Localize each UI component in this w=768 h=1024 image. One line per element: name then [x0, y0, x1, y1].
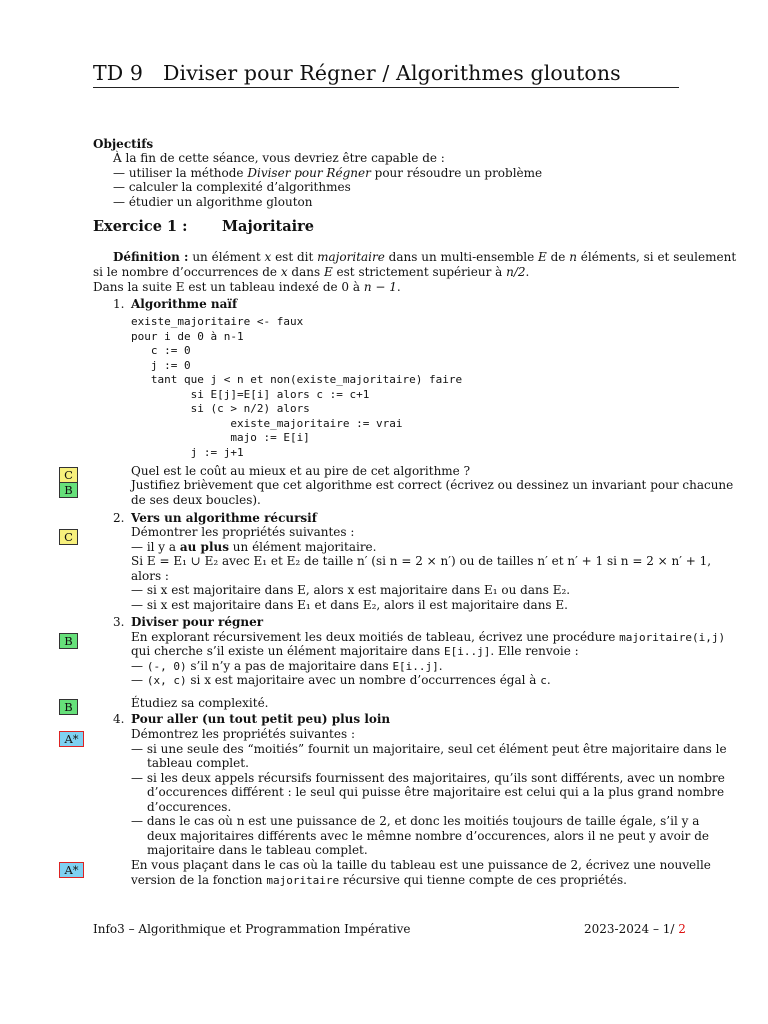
td-number: TD 9: [93, 61, 144, 85]
q1-code-line-3: c := 0: [131, 344, 191, 357]
objectif-item-3: — étudier un algorithme glouton: [113, 195, 313, 209]
q1-code-line-8: existe_majoritaire := vrai: [131, 417, 403, 430]
q3-number: 3.: [113, 615, 125, 629]
q2-property-2b: — si x est majoritaire dans E₁ et dans E₂, alors il est majoritaire dans E.: [131, 598, 568, 612]
q2-property-2-line-2: alors :: [131, 569, 169, 583]
page-title: [93, 60, 621, 86]
q4-final-1: En vous plaçant dans le cas où la taille du tableau est une puissance de 2, écrivez une nouvelle: [131, 858, 711, 872]
difficulty-badge-q4b: A*: [59, 862, 84, 878]
definition-line-1: Définition : un élément x est dit majoritaire dans un multi-ensemble E de n éléments, si et seulement: [113, 250, 737, 264]
q1-code-line-10: j := j+1: [131, 446, 244, 459]
q3-line-2: qui cherche s’il existe un élément majoritaire dans E[i..j]. Elle renvoie :: [131, 644, 579, 658]
q4-intro: Démontrez les propriétés suivantes :: [131, 727, 355, 741]
objectifs-intro: À la fin de cette séance, vous devriez être capable de :: [113, 151, 445, 165]
q1-question-justify-2: de ses deux boucles).: [131, 493, 261, 507]
q1-code-line-7: si (c > n/2) alors: [131, 402, 310, 415]
q3-return-2: — (x, c) si x est majoritaire avec un nombre d’occurrences égal à c.: [131, 673, 551, 687]
q4-prop-c-3: majoritaire dans le tableau complet.: [147, 843, 368, 857]
q4-final-2: version de la fonction majoritaire récursive qui tienne compte de ces propriétés.: [131, 873, 627, 887]
q1-question-cost: Quel est le coût au mieux et au pire de cet algorithme ?: [131, 464, 471, 478]
q4-number: 4.: [113, 712, 125, 726]
difficulty-badge-q4a: A*: [59, 731, 84, 747]
q2-property-1: — il y a au plus un élément majoritaire.: [131, 540, 377, 554]
difficulty-badge-q2: C: [59, 529, 78, 545]
q1-code-line-2: pour i de 0 à n-1: [131, 330, 244, 343]
q2-property-2a: — si x est majoritaire dans E, alors x est majoritaire dans E₁ ou dans E₂.: [131, 583, 571, 597]
q3-return-1: — (-, 0) s’il n’y a pas de majoritaire dans E[i..j].: [131, 659, 443, 673]
objectifs-heading: Objectifs: [93, 137, 154, 151]
q2-number: 2.: [113, 511, 125, 525]
q1-title: Algorithme naïf: [131, 297, 238, 311]
q2-intro: Démontrer les propriétés suivantes :: [131, 525, 355, 539]
difficulty-badge-q1a: C: [59, 467, 78, 483]
q1-code-line-9: majo := E[i]: [131, 431, 310, 444]
q3-line-1: En explorant récursivement les deux moitiés de tableau, écrivez une procédure majoritaire(i,j): [131, 630, 726, 644]
q1-code-line-5: tant que j < n et non(existe_majoritaire) faire: [131, 373, 463, 386]
objectif-item-1: — utiliser la méthode Diviser pour Régner pour résoudre un problème: [113, 166, 543, 180]
objectif-item-2: — calculer la complexité d’algorithmes: [113, 180, 351, 194]
suite-line: Dans la suite E est un tableau indexé de 0 à n − 1.: [93, 280, 401, 294]
q2-property-2-line-1: Si E = E₁ ∪ E₂ avec E₁ et E₂ de taille n′ (si n = 2 × n′) ou de tailles n′ et n′ + 1 si n = 2 × n′ + 1,: [131, 554, 712, 568]
footer-total-pages[interactable]: 2: [678, 922, 686, 936]
q4-prop-b-3: d’occurences.: [147, 800, 232, 814]
td-title: Diviser pour Régner / Algorithmes gloutons: [163, 61, 621, 85]
q4-prop-b-2: d’occurences différent : le seul qui puisse être majoritaire est celui qui a la plus grand nombre: [147, 785, 725, 799]
q1-number: 1.: [113, 297, 125, 311]
q4-prop-c-2: deux majoritaires différents avec le mêmne nombre d’occurences, alors il ne peut y avoir de: [147, 829, 709, 843]
q1-code-line-1: existe_majoritaire <- faux: [131, 315, 304, 328]
q4-prop-c-1: — dans le cas où n est une puissance de 2, et donc les moitiés toujours de taille égale, s’il y a: [131, 814, 700, 828]
q4-prop-a-2: tableau complet.: [147, 756, 249, 770]
exercise-label: Exercice 1 :: [93, 218, 188, 235]
definition-line-2: si le nombre d’occurrences de x dans E est strictement supérieur à n/2.: [93, 265, 530, 279]
difficulty-badge-q3b: B: [59, 699, 78, 715]
footer-course: Info3 – Algorithmique et Programmation Impérative: [93, 922, 411, 936]
q4-title: Pour aller (un tout petit peu) plus loin: [131, 712, 391, 726]
q4-prop-b-1: — si les deux appels récursifs fournissent des majoritaires, qu’ils sont différents, avec un nombre: [131, 771, 725, 785]
q4-prop-a-1: — si une seule des “moitiés” fournit un majoritaire, seul cet élément peut être majoritaire dans le: [131, 742, 727, 756]
q2-title: Vers un algorithme récursif: [131, 511, 317, 525]
exercise-name: Majoritaire: [222, 218, 314, 235]
q1-question-justify-1: Justifiez brièvement que cet algorithme est correct (écrivez ou dessinez un invariant pour chacune: [131, 478, 734, 492]
q3-complexity: Étudiez sa complexité.: [131, 696, 269, 710]
q3-title: Diviser pour régner: [131, 615, 264, 629]
footer-page-info: 2023-2024 – 1/ 2: [584, 922, 686, 936]
difficulty-badge-q1b: B: [59, 482, 78, 498]
q1-code-line-4: j := 0: [131, 359, 191, 372]
difficulty-badge-q3a: B: [59, 633, 78, 649]
q1-code-line-6: si E[j]=E[i] alors c := c+1: [131, 388, 370, 401]
title-rule: [93, 87, 679, 88]
